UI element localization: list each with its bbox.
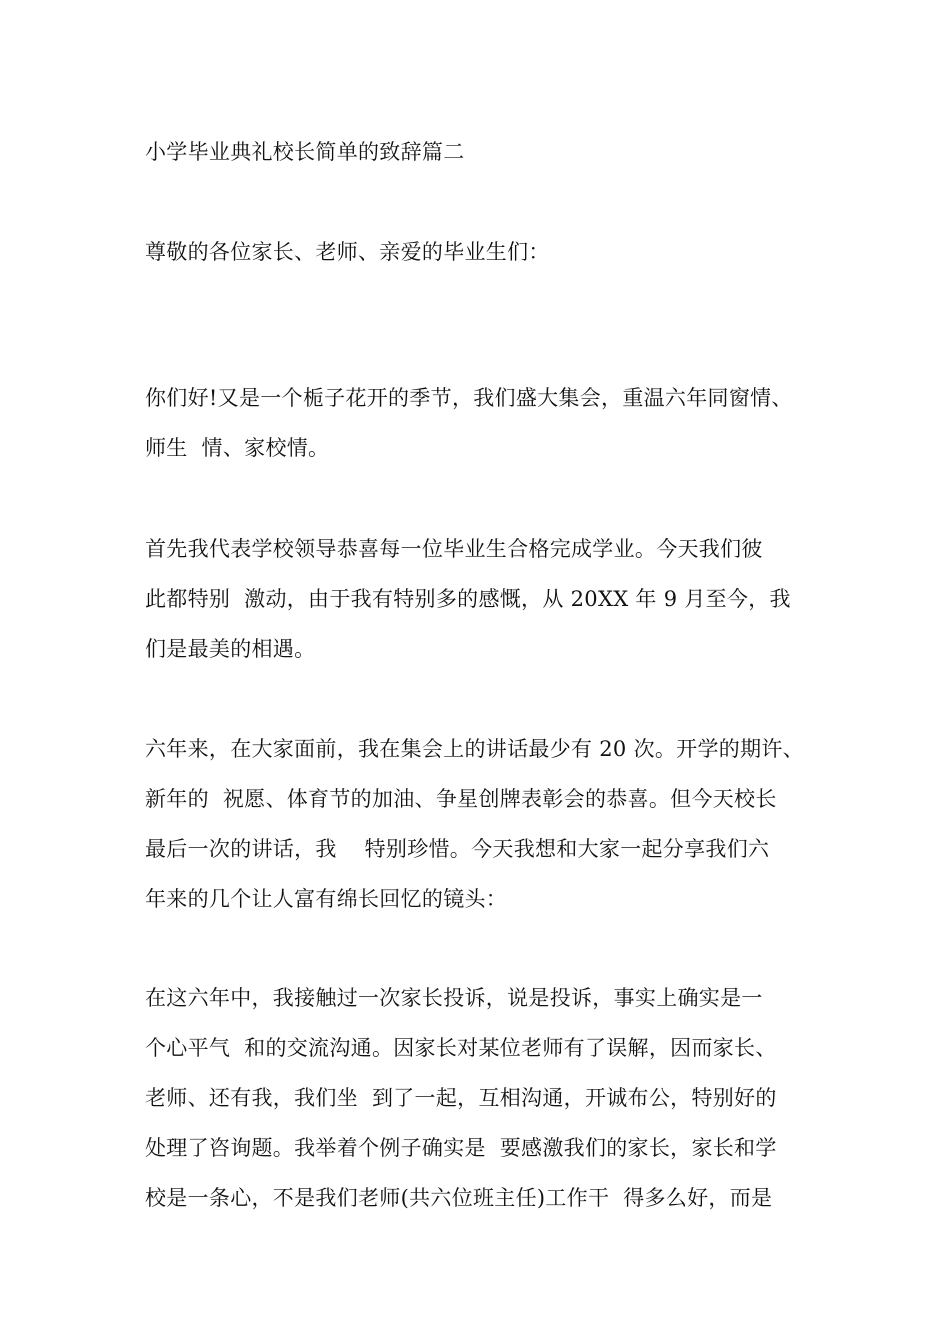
paragraph-line: 们是最美的相遇。 [145,637,316,661]
paragraph-line: 新年的 祝愿、体育节的加油、争星创牌表彰会的恭喜。但今天校长 [145,787,777,811]
document-title: 小学毕业典礼校长简单的致辞篇二 [145,140,465,164]
salutation: 尊敬的各位家长、老师、亲爱的毕业生们： [145,240,550,264]
paragraph-line: 师生 情、家校情。 [145,436,330,460]
paragraph-line: 年来的几个让人富有绵长回忆的镜头： [145,887,508,911]
paragraph-line: 六年来，在大家面前，我在集会上的讲话最少有 20 次。开学的期许、 [145,737,804,761]
paragraph-line: 首先我代表学校领导恭喜每一位毕业生合格完成学业。今天我们彼 [145,537,763,561]
paragraph-line: 校是一条心，不是我们老师(共六位班主任)工作干 得多么好，而是 [145,1186,773,1210]
paragraph-line: 此都特别 激动，由于我有特别多的感慨，从 20XX 年 9 月至今，我 [145,587,791,611]
paragraph-line: 个心平气 和的交流沟通。因家长对某位老师有了误解，因而家长、 [145,1036,777,1060]
paragraph-line: 你们好!又是一个栀子花开的季节，我们盛大集会，重温六年同窗情、 [145,386,793,410]
paragraph-line: 最后一次的讲话，我 特别珍惜。今天我想和大家一起分享我们六 [145,837,770,861]
paragraph-line: 处理了咨询题。我举着个例子确实是 要感激我们的家长，家长和学 [145,1136,777,1160]
paragraph-line: 在这六年中，我接触过一次家长投诉，说是投诉，事实上确实是一 [145,986,763,1010]
paragraph-line: 老师、还有我，我们坐 到了一起，互相沟通，开诚布公，特别好的 [145,1086,777,1110]
